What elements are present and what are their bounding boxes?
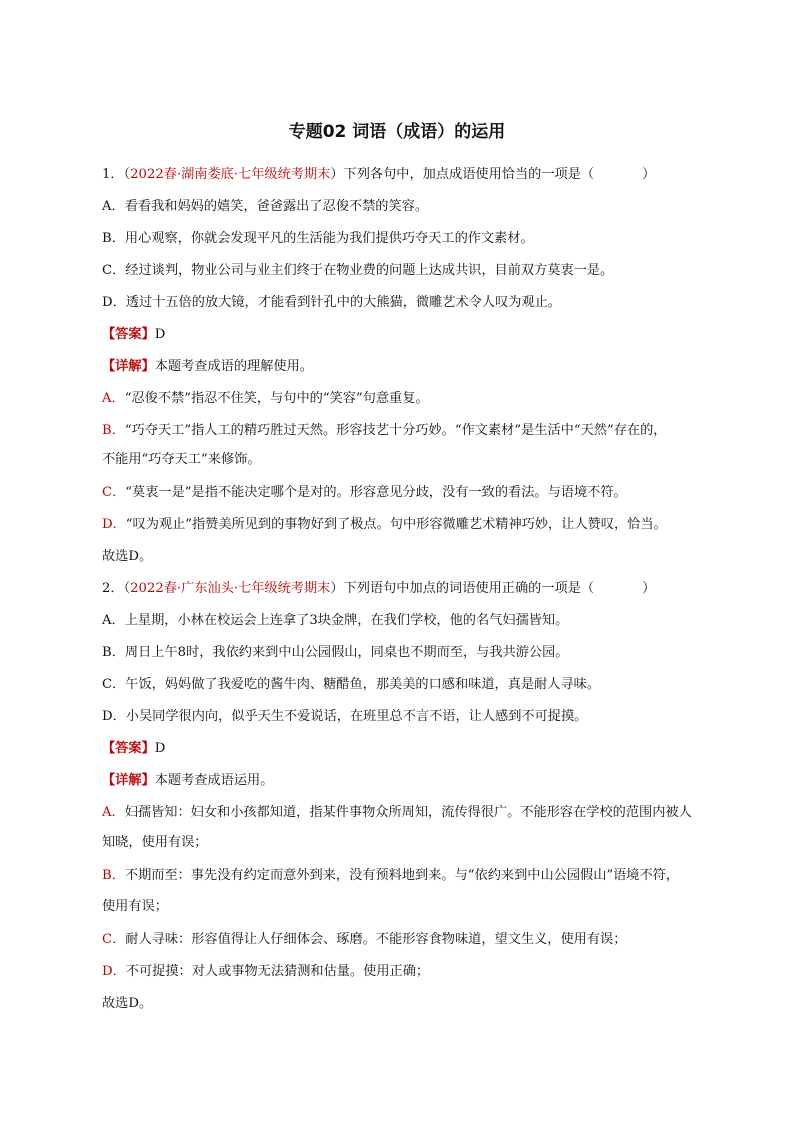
explanation-key: D． <box>102 517 126 532</box>
explanation-text: 知晓，使用有误； <box>102 835 208 850</box>
answer-value: D <box>154 741 166 756</box>
question-2-text: ）下列语句中加点的词语使用正确的一项是（ <box>330 581 595 596</box>
question-1-conclusion: 故选D。 <box>102 549 153 564</box>
explanation-line <box>102 867 679 885</box>
question-2-option-a: A．上星期，小林在校运会上连拿了3块金牌，在我们学校，他的名气妇孺皆知。 <box>102 613 569 628</box>
question-1-option-d: D．透过十五倍的放大镜，才能看到针孔中的大熊猫，微雕艺术令人叹为观止。 <box>102 295 561 310</box>
question-1-text: ）下列各句中，加点成语使用恰当的一项是（ <box>330 167 595 182</box>
detail-text: 本题考查成语运用。 <box>154 773 274 788</box>
explanation-line <box>102 963 429 981</box>
detail-text: 本题考查成语的理解使用。 <box>154 359 313 374</box>
question-1-close: ） <box>642 167 656 182</box>
explanation-text: 使用有误； <box>102 899 168 914</box>
question-2-answer <box>102 740 165 758</box>
question-1-detail <box>102 358 313 376</box>
question-2-stem <box>102 580 655 598</box>
explanation-line <box>102 451 261 469</box>
question-2-option-d: D．小吴同学很内向，似乎天生不爱说话，在班里总不言不语，让人感到不可捉摸。 <box>102 709 588 724</box>
explanation-key: B． <box>102 868 125 883</box>
explanation-line <box>102 516 667 534</box>
question-1-option-c: C．经过谈判，物业公司与业主们终于在物业费的问题上达成共识，目前双方莫衷一是。 <box>102 263 614 278</box>
explanation-text: “巧夺天工”指人工的精巧胜过天然。形容技艺十分巧妙。“作文素材”是生活中“天然”存在的， <box>124 423 667 438</box>
explanation-text: “忍俊不禁”指忍不住笑，与句中的“笑容”句意重复。 <box>124 391 429 406</box>
question-2-close: ） <box>642 581 656 596</box>
explanation-key: D． <box>102 964 126 979</box>
explanation-line <box>102 898 168 916</box>
explanation-line <box>102 931 626 949</box>
explanation-key: B． <box>102 423 125 438</box>
question-2-number: 2．（ <box>102 581 131 596</box>
question-1-option-b: B．用心观察，你就会发现平凡的生活能为我们提供巧夺天工的作文素材。 <box>102 231 534 246</box>
explanation-text: 妇孺皆知：妇女和小孩都知道，指某件事物众所周知，流传得很广。不能形容在学校的范围内被人 <box>124 805 692 820</box>
explanation-text: “叹为观止”指赞美所见到的事物好到了极点。句中形容微雕艺术精神巧妙，让人赞叹，恰当。 <box>125 517 667 532</box>
explanation-text: 不期而至：事先没有约定而意外到来，没有预料地到来。与“依约来到中山公园假山”语境不符， <box>124 868 680 883</box>
explanation-line <box>102 834 208 852</box>
question-1-answer <box>102 326 165 344</box>
answer-label: 【答案】 <box>102 327 155 342</box>
explanation-text: 不能用“巧夺天工”来修饰。 <box>102 452 261 467</box>
explanation-line <box>102 390 429 408</box>
answer-label: 【答案】 <box>102 741 155 756</box>
detail-label: 【详解】 <box>102 773 155 788</box>
question-1-number: 1．（ <box>102 167 131 182</box>
question-1-stem <box>102 166 655 184</box>
page-title: 专题02 词语（成语）的运用 <box>288 122 506 142</box>
question-2-option-b: B．周日上午8时，我依约来到中山公园假山，同桌也不期而至，与我共游公园。 <box>102 645 569 660</box>
explanation-line <box>102 484 627 502</box>
question-2-detail <box>102 772 273 790</box>
question-2-conclusion: 故选D。 <box>102 996 153 1011</box>
explanation-key: C． <box>102 485 126 500</box>
detail-label: 【详解】 <box>102 359 155 374</box>
explanation-key: A． <box>102 805 125 820</box>
explanation-key: C． <box>102 932 126 947</box>
question-2-source: 2022春·广东汕头·七年级统考期末 <box>130 581 331 596</box>
explanation-text: “莫衷一是”是指不能决定哪个是对的。形容意见分歧，没有一致的看法。与语境不符。 <box>125 485 627 500</box>
explanation-key: A． <box>102 391 125 406</box>
question-2-option-c: C．午饭，妈妈做了我爱吃的酱牛肉、糖醋鱼，那美美的口感和味道，真是耐人寻味。 <box>102 677 601 692</box>
explanation-line <box>102 804 692 822</box>
explanation-line <box>102 422 666 440</box>
question-1-source: 2022春·湖南娄底·七年级统考期末 <box>130 167 331 182</box>
explanation-text: 耐人寻味：形容值得让人仔细体会、琢磨。不能形容食物味道，望文生义，使用有误； <box>125 932 627 947</box>
explanation-text: 不可捉摸：对人或事物无法猜测和估量。使用正确； <box>125 964 430 979</box>
answer-value: D <box>154 327 166 342</box>
question-1-option-a: A．看看我和妈妈的嬉笑，爸爸露出了忍俊不禁的笑容。 <box>102 199 429 214</box>
